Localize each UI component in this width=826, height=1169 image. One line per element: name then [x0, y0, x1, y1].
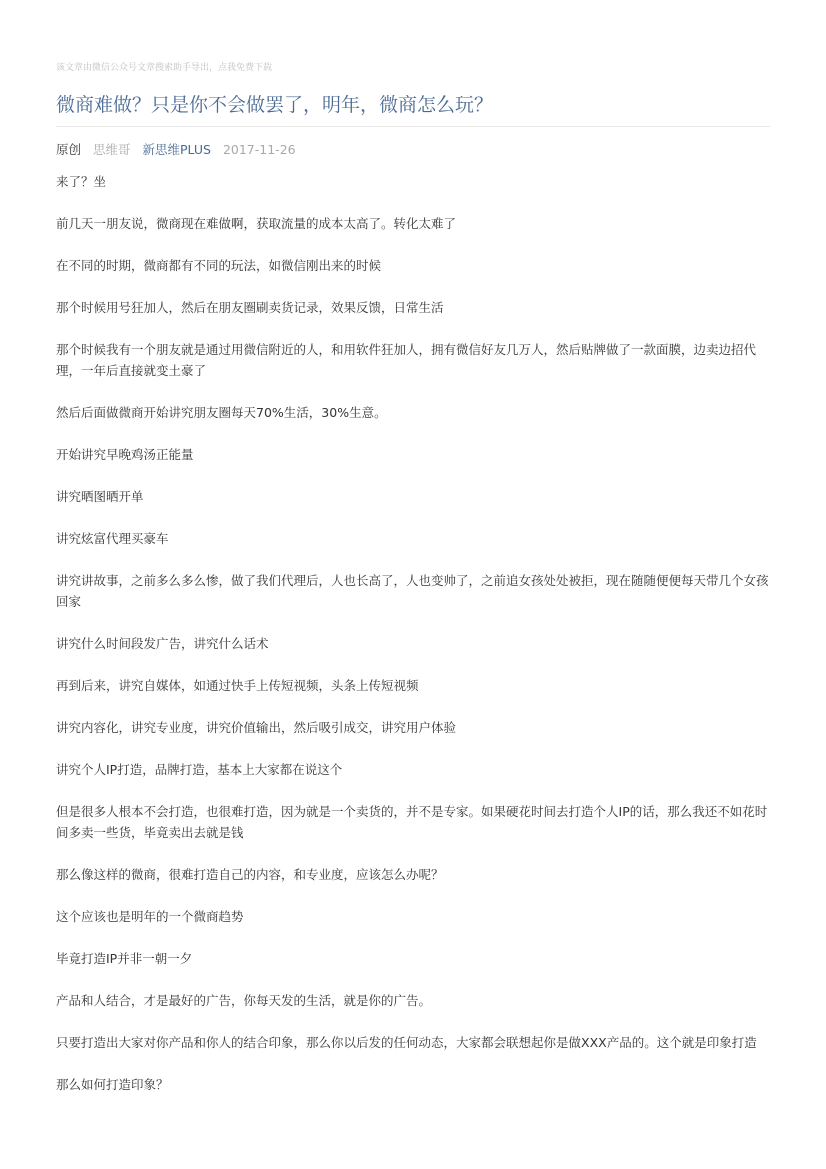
original-badge: 原创	[56, 142, 82, 157]
paragraph: 那个时候我有一个朋友就是通过用微信附近的人，和用软件狂加人，拥有微信好友几万人，然后贴牌做了一款面膜，边卖边招代理，一年后直接就变土豪了	[56, 342, 757, 378]
paragraph: 只要打造出大家对你产品和你人的结合印象，那么你以后发的任何动态，大家都会联想起你是做XXX产品的。这个就是印象打造	[56, 1035, 757, 1050]
paragraph: 毕竟打造IP并非一朝一夕	[56, 951, 193, 966]
paragraph: 在不同的时期，微商都有不同的玩法，如微信刚出来的时候	[56, 258, 382, 273]
paragraph: 那么像这样的微商，很难打造自己的内容，和专业度，应该怎么办呢？	[56, 867, 444, 882]
paragraph: 然后后面做微商开始讲究朋友圈每天70%生活，30%生意。	[56, 405, 387, 420]
article-content	[56, 171, 770, 1095]
paragraph: 讲究个人IP打造，品牌打造，基本上大家都在说这个	[56, 762, 343, 777]
author-name: 思维哥	[93, 142, 131, 157]
paragraph: 那个时候用号狂加人，然后在朋友圈刷卖货记录，效果反馈，日常生活	[56, 300, 444, 315]
article-meta	[56, 141, 770, 159]
paragraph: 讲究什么时间段发广告，讲究什么话术	[56, 636, 269, 651]
paragraph: 前几天一朋友说，微商现在难做啊，获取流量的成本太高了。转化太难了	[56, 216, 457, 231]
paragraph: 但是很多人根本不会打造，也很难打造，因为就是一个卖货的，并不是专家。如果硬花时间去打造个人IP的话，那么我还不如花时间多卖一些货，毕竟卖出去就是钱	[56, 804, 768, 840]
paragraph: 来了？坐	[56, 174, 107, 189]
article-title: 微商难做？只是你不会做罢了，明年，微商怎么玩？	[56, 94, 494, 116]
paragraph: 产品和人结合，才是最好的广告，你每天发的生活，就是你的广告。	[56, 993, 432, 1008]
paragraph: 讲究炫富代理买豪车	[56, 531, 169, 546]
paragraph: 讲究讲故事，之前多么多么惨，做了我们代理后，人也长高了，人也变帅了，之前追女孩处处被拒，现在随随便便每天带几个女孩回家	[56, 573, 769, 609]
paragraph: 讲究内容化，讲究专业度，讲究价值输出，然后吸引成交，讲究用户体验	[56, 720, 457, 735]
export-notice-link[interactable]: 该文章由微信公众号文章搜索助手导出，点我免费下载	[56, 63, 273, 73]
paragraph: 讲究晒图晒开单	[56, 489, 144, 504]
title-divider	[56, 126, 770, 127]
paragraph: 开始讲究早晚鸡汤正能量	[56, 447, 194, 462]
account-link[interactable]: 新思维PLUS	[142, 142, 211, 157]
paragraph: 这个应该也是明年的一个微商趋势	[56, 909, 244, 924]
paragraph: 那么如何打造印象？	[56, 1077, 169, 1092]
paragraph: 再到后来，讲究自媒体，如通过快手上传短视频，头条上传短视频	[56, 678, 419, 693]
publish-date: 2017-11-26	[222, 142, 296, 157]
